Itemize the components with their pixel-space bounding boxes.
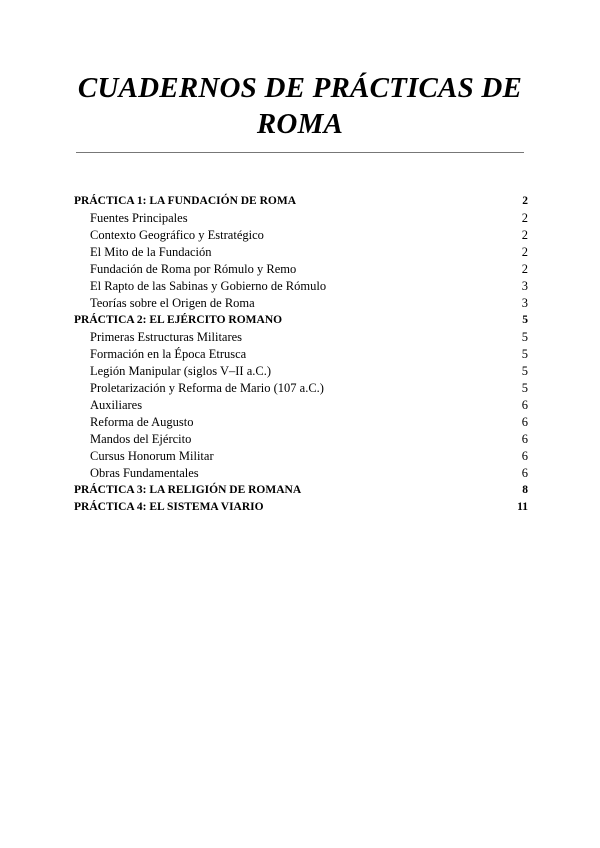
toc-entry-label: Primeras Estructuras Militares — [90, 330, 243, 344]
toc-entry[interactable] — [74, 397, 528, 414]
toc-entry-page: 3 — [521, 279, 528, 293]
toc-entry-label: Fuentes Principales — [90, 211, 188, 225]
toc-entry-page: 6 — [521, 449, 528, 463]
toc-entry[interactable] — [74, 346, 528, 363]
toc-entry-label: Reforma de Augusto — [90, 415, 194, 429]
toc-entry[interactable] — [74, 295, 528, 312]
toc-entry-page: 6 — [521, 466, 528, 480]
toc-entry-label: Formación en la Época Etrusca — [90, 347, 247, 361]
toc-entry-page: 5 — [521, 364, 528, 378]
toc-entry[interactable] — [74, 261, 528, 278]
toc-entry-label: Legión Manipular (siglos V–II a.C.) — [90, 364, 271, 378]
toc-entry[interactable] — [74, 448, 528, 465]
toc-entry-label: PRÁCTICA 4: EL SISTEMA VIARIO — [74, 501, 264, 513]
document-title: CUADERNOS DE PRÁCTICAS DE ROMA — [77, 72, 523, 140]
toc-entry-label: Auxiliares — [90, 398, 143, 412]
toc-entry-label: Cursus Honorum Militar — [90, 449, 214, 463]
toc-entry-page: 5 — [521, 347, 528, 361]
toc-entry[interactable] — [74, 414, 528, 431]
toc-entry-page: 2 — [522, 195, 528, 207]
toc-entry-page: 2 — [521, 228, 528, 242]
toc-entry-page: 2 — [521, 211, 528, 225]
toc-entry-page: 2 — [521, 245, 528, 259]
toc-entry-label: Contexto Geográfico y Estratégico — [90, 228, 264, 242]
toc-entry[interactable] — [74, 431, 528, 448]
toc-entry[interactable] — [74, 193, 528, 210]
toc-entry-page: 3 — [521, 296, 528, 310]
toc-entry[interactable] — [74, 380, 528, 397]
toc-entry[interactable] — [74, 482, 528, 499]
toc-entry-page: 6 — [521, 398, 528, 412]
toc-entry-label: PRÁCTICA 1: LA FUNDACIÓN DE ROMA — [74, 195, 297, 207]
toc-entry[interactable] — [74, 363, 528, 380]
toc-entry[interactable] — [74, 465, 528, 482]
toc-entry-label: Mandos del Ejército — [90, 432, 192, 446]
table-of-contents — [74, 193, 528, 516]
title-divider — [76, 152, 524, 153]
toc-entry-label: Proletarización y Reforma de Mario (107 a.C.) — [90, 381, 324, 395]
toc-entry-page: 6 — [521, 415, 528, 429]
toc-entry-page: 6 — [521, 432, 528, 446]
toc-entry[interactable] — [74, 210, 528, 227]
toc-entry-label: Fundación de Roma por Rómulo y Remo — [90, 262, 297, 276]
toc-entry-page: 2 — [521, 262, 528, 276]
toc-entry-page: 8 — [522, 484, 528, 496]
toc-entry-label: Obras Fundamentales — [90, 466, 199, 480]
toc-entry[interactable] — [74, 499, 528, 516]
toc-entry-label: Teorías sobre el Origen de Roma — [90, 296, 255, 310]
toc-entry-label: PRÁCTICA 3: LA RELIGIÓN DE ROMANA — [74, 484, 302, 496]
toc-entry[interactable] — [74, 244, 528, 261]
toc-entry-label: El Mito de la Fundación — [90, 245, 212, 259]
toc-entry-label: El Rapto de las Sabinas y Gobierno de Rómulo — [90, 279, 327, 293]
toc-entry[interactable] — [74, 312, 528, 329]
toc-entry-page: 5 — [522, 314, 528, 326]
toc-entry-label: PRÁCTICA 2: EL EJÉRCITO ROMANO — [74, 314, 283, 326]
toc-entry-page: 11 — [517, 501, 528, 513]
toc-entry[interactable] — [74, 329, 528, 346]
toc-entry-page: 5 — [521, 381, 528, 395]
toc-entry[interactable] — [74, 278, 528, 295]
toc-entry[interactable] — [74, 227, 528, 244]
toc-entry-page: 5 — [521, 330, 528, 344]
